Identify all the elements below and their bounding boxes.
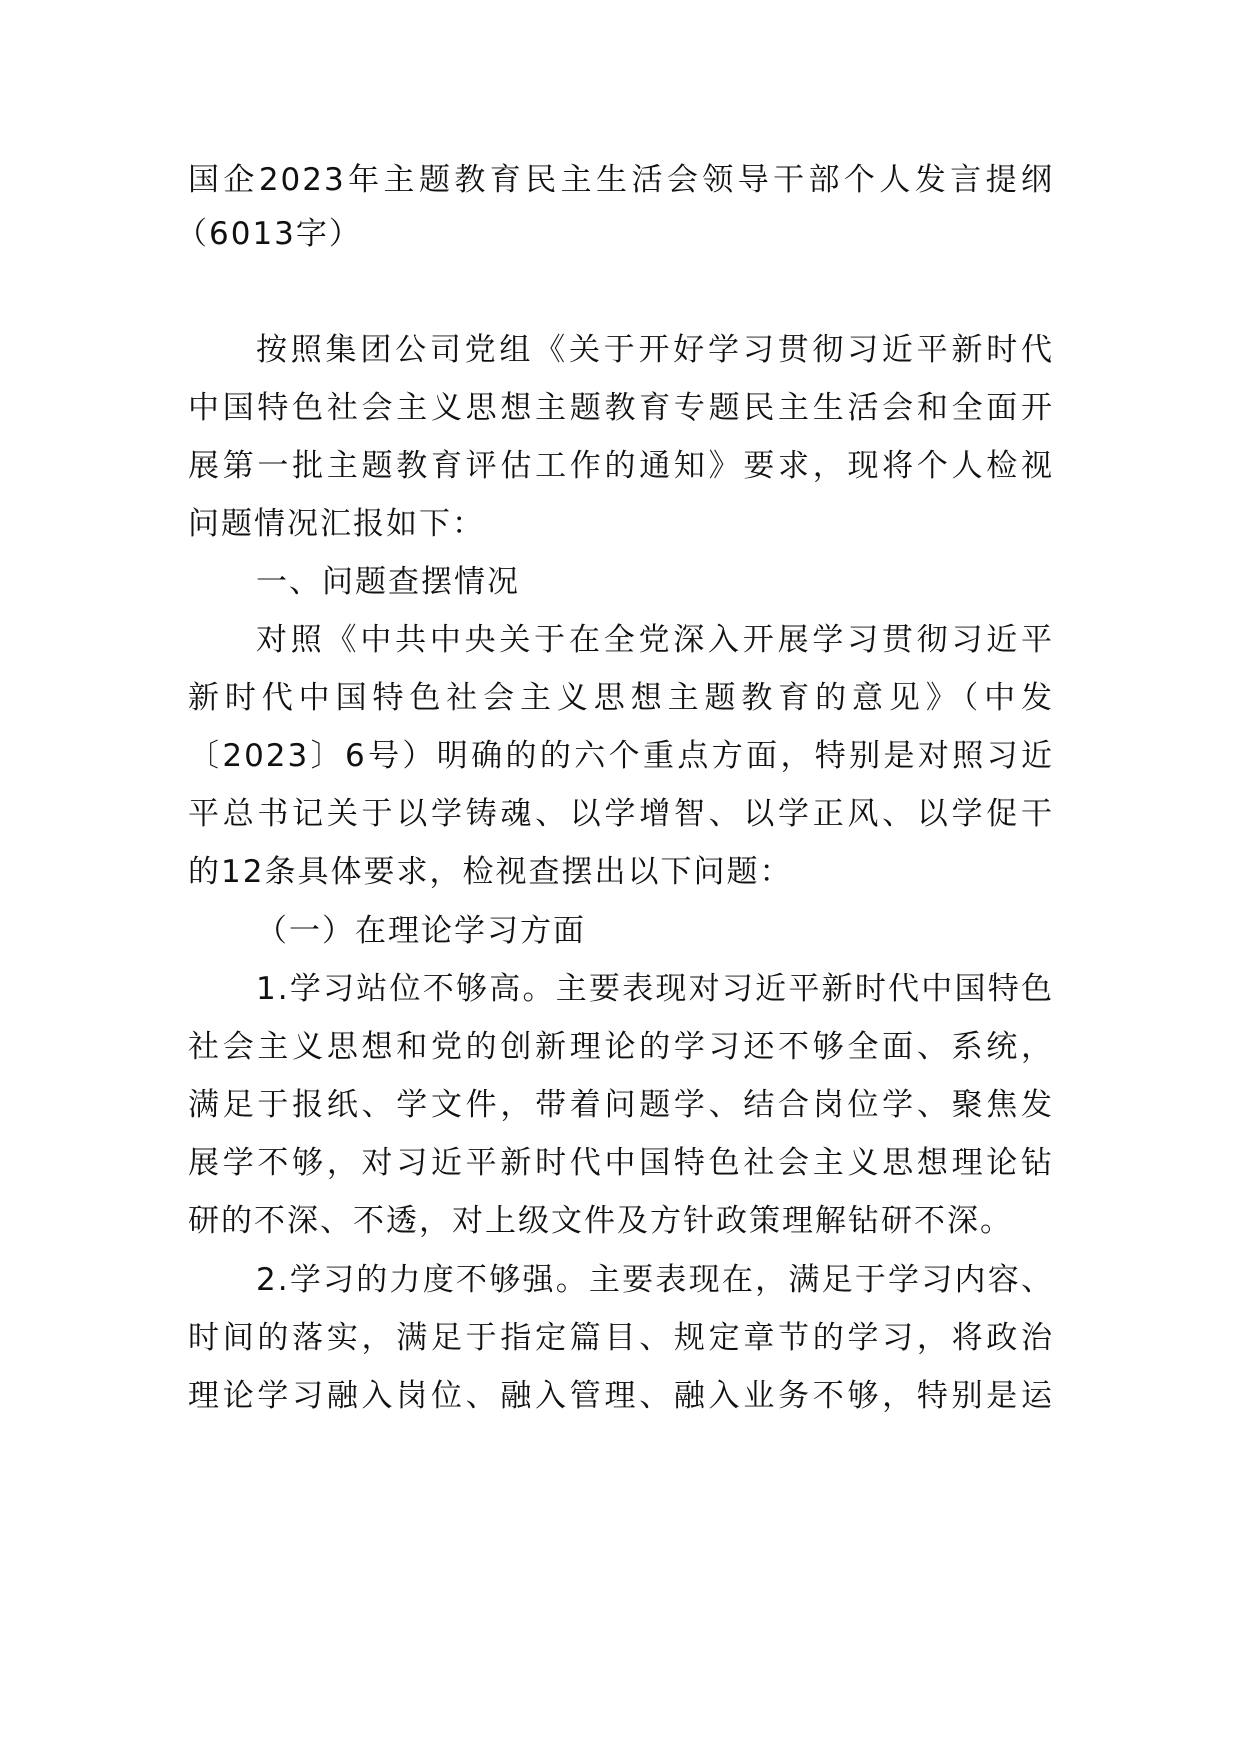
document-title: 国企2023年主题教育民主生活会领导干部个人发言提纲 <box>188 162 1054 198</box>
body-line: 〔2023〕6号）明确的的六个重点方面，特别是对照习近 <box>188 738 1054 774</box>
document-title-word-count: （6013字） <box>176 216 362 252</box>
body-line: 的12条具体要求，检视查摆出以下问题： <box>188 854 793 890</box>
body-line: 问题情况汇报如下： <box>188 506 485 542</box>
body-line: 研的不深、不透，对上级文件及方针政策理解钻研不深。 <box>188 1203 1013 1239</box>
section-heading: 一、问题查摆情况 <box>256 564 520 600</box>
subsection-heading: （一）在理论学习方面 <box>256 913 586 949</box>
body-line: 时间的落实，满足于指定篇目、规定章节的学习，将政治 <box>188 1320 1054 1356</box>
body-line: 社会主义思想和党的创新理论的学习还不够全面、系统， <box>188 1029 1054 1065</box>
body-line: 展学不够，对习近平新时代中国特色社会主义思想理论钻 <box>188 1145 1054 1181</box>
body-line: 满足于报纸、学文件，带着问题学、结合岗位学、聚焦发 <box>188 1087 1054 1123</box>
body-line: 2.学习的力度不够强。主要表现在，满足于学习内容、 <box>256 1262 1054 1298</box>
body-line: 新时代中国特色社会主义思想主题教育的意见》（中发 <box>188 680 1054 716</box>
body-line: 平总书记关于以学铸魂、以学增智、以学正风、以学促干 <box>188 796 1054 832</box>
body-line: 对照《中共中央关于在全党深入开展学习贯彻习近平 <box>256 622 1054 658</box>
body-line: 中国特色社会主义思想主题教育专题民主生活会和全面开 <box>188 390 1054 426</box>
body-line: 按照集团公司党组《关于开好学习贯彻习近平新时代 <box>256 332 1054 368</box>
body-line: 展第一批主题教育评估工作的通知》要求，现将个人检视 <box>188 448 1054 484</box>
body-line: 1.学习站位不够高。主要表现对习近平新时代中国特色 <box>256 971 1054 1007</box>
body-line: 理论学习融入岗位、融入管理、融入业务不够，特别是运 <box>188 1378 1054 1414</box>
